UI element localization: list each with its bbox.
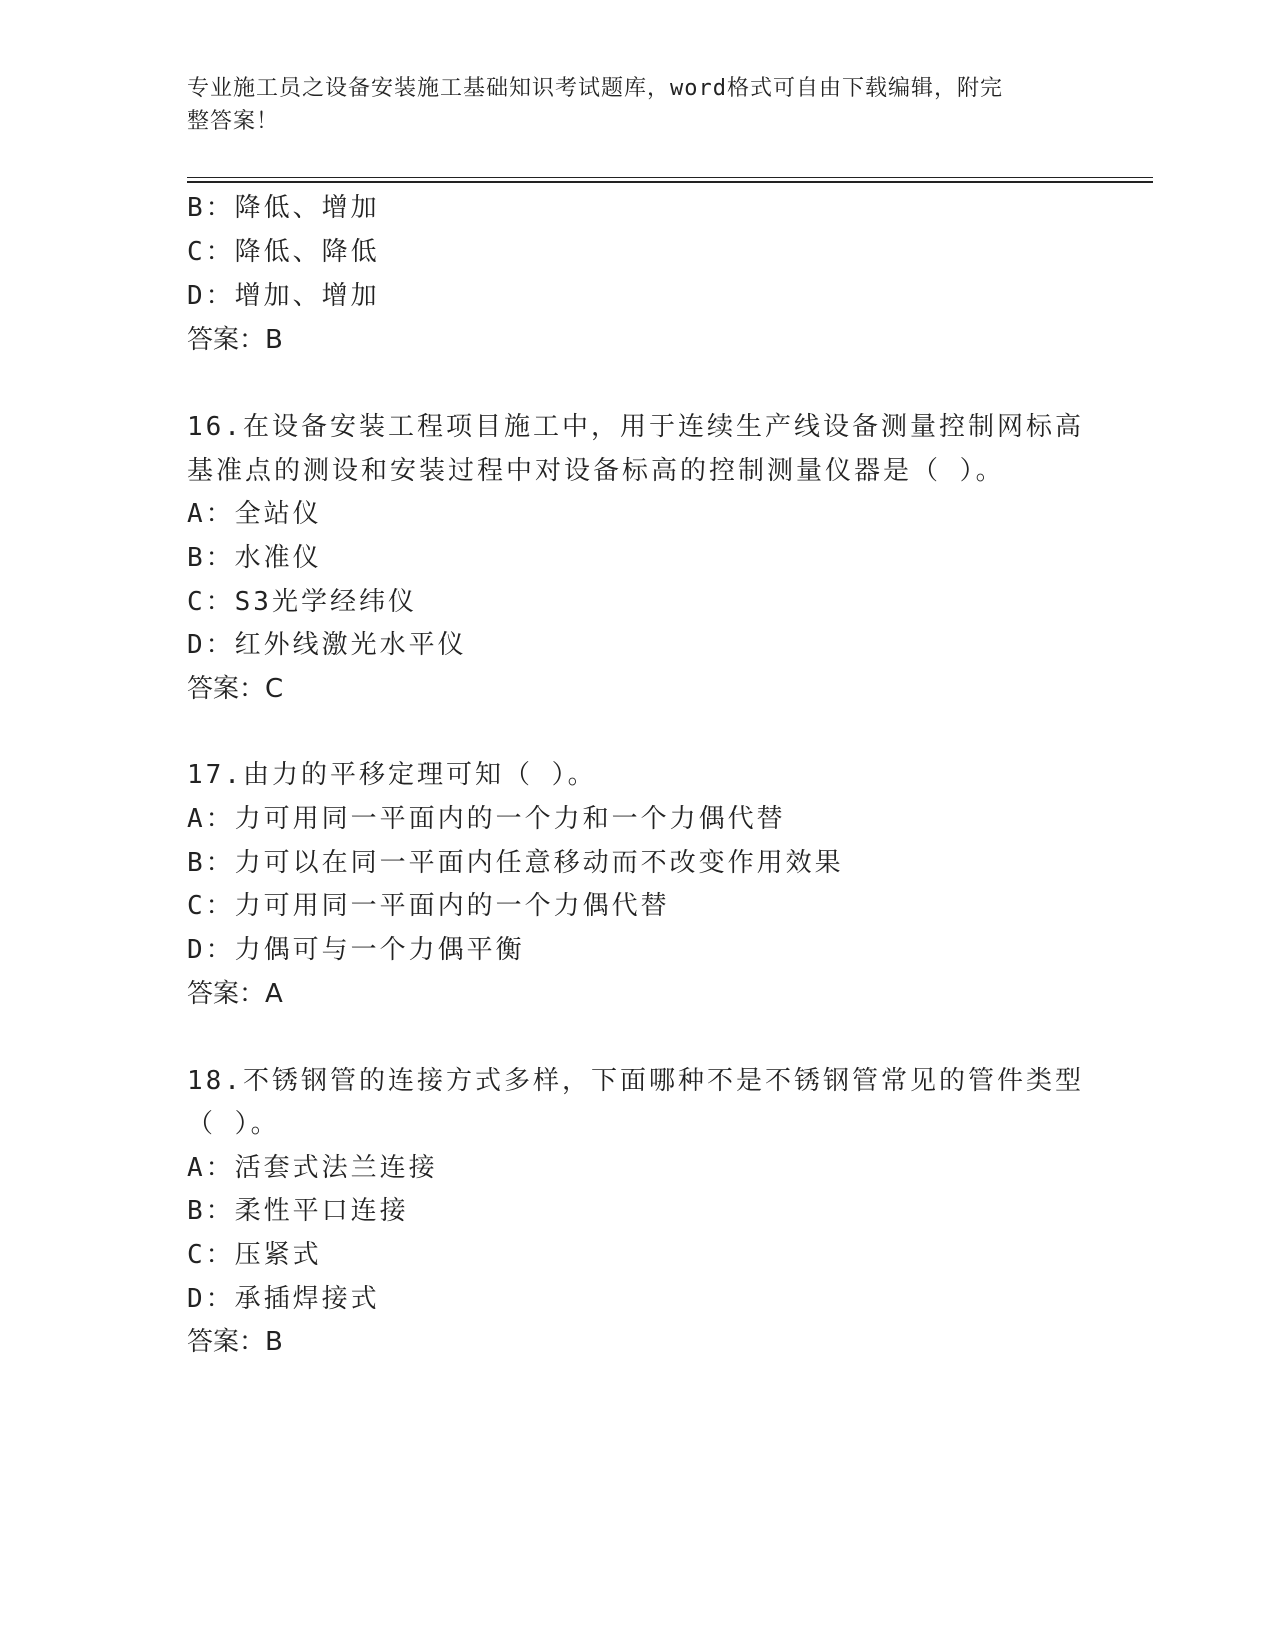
- q16-option-b: B：水准仪: [187, 543, 322, 573]
- q17-option-a: A：力可用同一平面内的一个力和一个力偶代替: [187, 804, 786, 834]
- q16-stem-line-2: 基准点的测设和安装过程中对设备标高的控制测量仪器是（ ）。: [187, 456, 1005, 486]
- q17-option-d: D：力偶可与一个力偶平衡: [187, 935, 525, 965]
- q16-option-d: D：红外线激光水平仪: [187, 630, 467, 660]
- q15-option-c: C：降低、降低: [187, 237, 380, 267]
- q16-option-c: C：S3光学经纬仪: [187, 587, 417, 617]
- q18-option-c: C：压紧式: [187, 1240, 322, 1270]
- q15-option-b: B：降低、增加: [187, 193, 380, 223]
- q17-stem-line-1: 17.由力的平移定理可知（ ）。: [187, 760, 597, 790]
- q17-option-b: B：力可以在同一平面内任意移动而不改变作用效果: [187, 848, 844, 878]
- q18-option-d: D：承插焊接式: [187, 1284, 380, 1314]
- header-line-2: 整答案！: [187, 109, 280, 134]
- q16-option-a: A：全站仪: [187, 499, 322, 529]
- q15-answer: 答案：B: [187, 325, 283, 355]
- q17-option-c: C：力可用同一平面内的一个力偶代替: [187, 891, 670, 921]
- q18-stem-line-1: 18.不锈钢管的连接方式多样，下面哪种不是不锈钢管常见的管件类型: [187, 1066, 1084, 1096]
- q18-option-a: A：活套式法兰连接: [187, 1153, 438, 1183]
- header-divider-thin: [187, 177, 1153, 178]
- header-divider-thick: [187, 181, 1153, 183]
- q18-answer: 答案：B: [187, 1327, 283, 1357]
- q16-stem-line-1: 16.在设备安装工程项目施工中，用于连续生产线设备测量控制网标高: [187, 412, 1084, 442]
- q17-answer: 答案：A: [187, 979, 283, 1009]
- document-header: [187, 72, 1067, 138]
- q18-stem-line-2: （ ）。: [187, 1109, 280, 1139]
- q18-option-b: B：柔性平口连接: [187, 1196, 409, 1226]
- q15-option-d: D：增加、增加: [187, 281, 380, 311]
- header-line-1: 专业施工员之设备安装施工基础知识考试题库，word格式可自由下载编辑，附完: [187, 76, 1003, 101]
- q16-answer: 答案：C: [187, 674, 284, 704]
